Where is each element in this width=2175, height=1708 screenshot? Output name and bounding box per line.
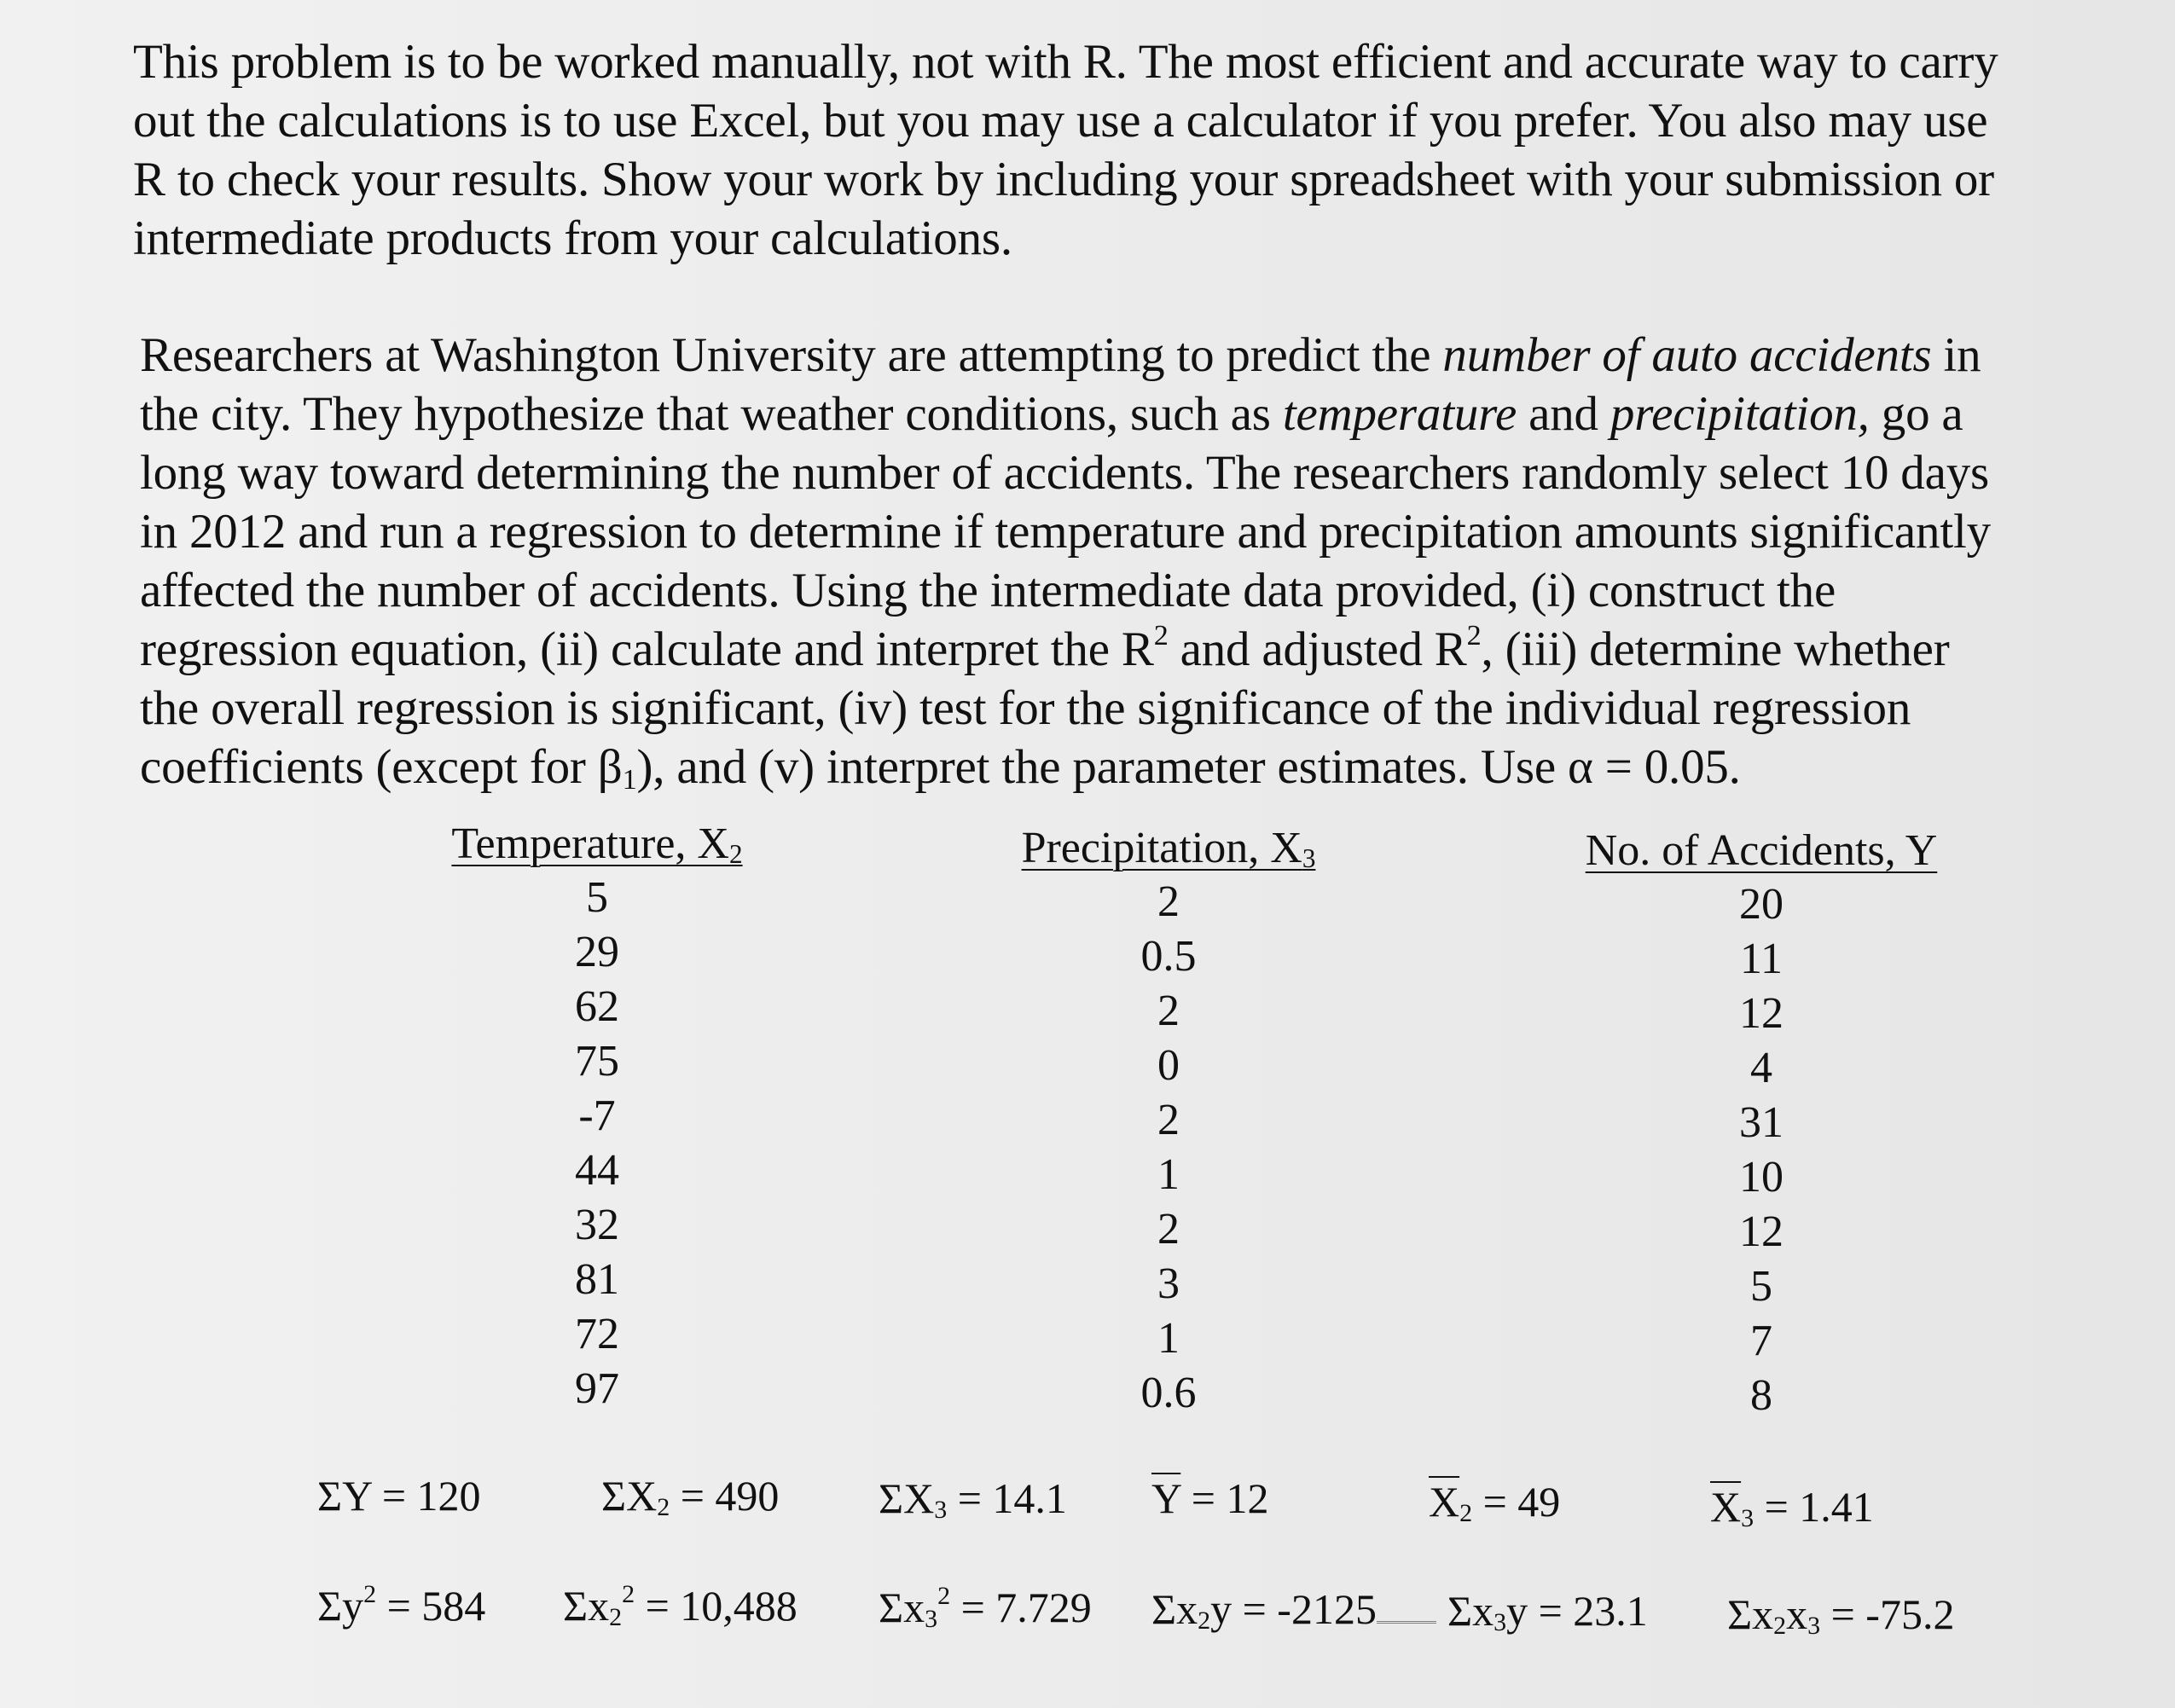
subscript: 1 [622,763,637,796]
precipitation-value: 0.6 [1140,1369,1197,1417]
text-run: = 7.729 [950,1584,1092,1631]
accidents-value: 12 [1739,1207,1784,1256]
precipitation-column [998,823,1339,1421]
sum-x2 [601,1471,779,1520]
text-run: ΣX [601,1472,658,1520]
intro-line: out the calculations is to use Excel, but you may use a calculator if you prefer. You also may use [133,94,1988,148]
mean-y [1151,1474,1268,1523]
text-run: ΣX [879,1474,935,1522]
text-run: ), and (v) interpret the parameter estimates. Use α = 0.05. [636,740,1741,794]
sum-x3 [879,1474,1067,1523]
accidents-value: 11 [1739,935,1784,983]
text-run: Σy [317,1582,364,1630]
emphasis-text: temperature [1282,387,1517,441]
temperature-value: 29 [575,928,619,976]
text-run: Σx [1727,1590,1774,1638]
subscript: 2 [1198,1607,1211,1635]
precipitation-value: 2 [1157,987,1180,1035]
text-run: = 14.1 [947,1474,1067,1522]
intro-paragraph [133,32,1998,268]
text-run: and [1517,387,1610,441]
subscript: 3 [1494,1608,1507,1636]
accidents-value: 4 [1750,1044,1772,1092]
superscript: 2 [622,1580,635,1608]
text-run: Σx [1151,1585,1198,1633]
text-run: Researchers at Washington University are attempting to predict the [140,328,1443,382]
text-run: y = 23.1 [1506,1587,1648,1635]
temperature-value: 81 [575,1255,619,1304]
sum-x2x3 [1727,1589,1954,1639]
precipitation-value: 0.5 [1140,932,1197,981]
precipitation-value: 2 [1157,1205,1180,1253]
text-run: x [1786,1590,1808,1638]
sum-y: ΣY = 120 [317,1472,481,1520]
accidents-value: 5 [1750,1262,1772,1311]
text-run: = 49 [1472,1478,1561,1526]
intro-line: intermediate products from your calculations. [133,211,1012,265]
mean-x2 [1429,1477,1560,1526]
text-run: coefficients (except for β [140,740,623,794]
accidents-value: 20 [1739,880,1784,929]
superscript: 2 [1466,620,1482,652]
emphasis-text: precipitation, [1610,387,1870,441]
underline-mark [1377,1620,1436,1624]
precipitation-value: 1 [1157,1150,1180,1199]
text-run: = 1.41 [1754,1483,1874,1531]
text-run: regression equation, (ii) calculate and interpret the R [140,622,1154,676]
temperature-value: 62 [575,982,619,1031]
problem-paragraph [140,326,1991,796]
bar-symbol: $\overline{Y}$ [1151,1474,1181,1522]
bar-symbol: $\overline{X}$ [1429,1478,1460,1526]
precipitation-header [1022,823,1316,873]
accidents-column [1578,825,1945,1423]
problem-line: long way toward determining the number of accidents. The researchers randomly select 10 days [140,446,1989,500]
subscript: 3 [1741,1504,1754,1532]
precipitation-value: 2 [1157,1096,1180,1144]
text-run: = 490 [670,1472,780,1520]
subscript: 3 [934,1496,948,1524]
precipitation-value: 0 [1157,1041,1180,1090]
subscript: 2 [609,1603,623,1631]
temperature-value: 44 [575,1146,619,1195]
bar-symbol: $\overline{X}$ [1710,1483,1742,1531]
text-run: the city. They hypothesize that weather conditions, such as [140,387,1283,441]
accidents-value: 12 [1739,989,1784,1038]
sum-x2-squared [563,1581,798,1630]
temperature-values [426,871,768,1416]
temperature-header [451,819,742,869]
subscript: 3 [1302,843,1316,874]
accidents-value: 7 [1750,1317,1772,1365]
precipitation-values [998,875,1339,1421]
sum-x3-squared [879,1583,1092,1632]
text-run: Σx [1447,1587,1494,1635]
subscript: 2 [1459,1499,1473,1527]
superscript: 2 [937,1582,951,1610]
problem-line [140,385,1991,443]
intro-line: This problem is to be worked manually, not with R. The most efficient and accurate way to carry [133,35,1998,89]
subscript: 3 [1807,1612,1821,1640]
subscript: 2 [728,839,743,870]
temperature-value: -7 [578,1091,616,1140]
temperature-value: 32 [575,1201,619,1249]
sum-x2y [1151,1584,1436,1634]
temperature-value: 75 [575,1037,619,1086]
intro-line: R to check your results. Show your work by including your spreadsheet with your submission or [133,153,1994,206]
mean-x3 [1710,1482,1874,1531]
temperature-value: 72 [575,1310,619,1358]
text-run: go a [1869,387,1963,441]
text-run: Σx [563,1582,610,1630]
text-run: in [1931,328,1981,382]
text-run: = 584 [376,1582,486,1630]
header-text: Precipitation, X [1021,824,1302,872]
superscript: 2 [363,1580,377,1608]
precipitation-value: 3 [1157,1259,1180,1308]
temperature-column [426,819,768,1416]
subscript: 3 [925,1605,938,1633]
temperature-value: 5 [586,873,608,922]
accidents-values [1578,877,1945,1423]
subscript: 2 [1773,1612,1787,1640]
accidents-value: 8 [1750,1371,1772,1420]
text-run: , (iii) determine whether [1481,622,1950,676]
text-run: = 12 [1180,1474,1269,1522]
problem-line [140,738,1991,796]
problem-line: in 2012 and run a regression to determine if temperature and precipitation amounts significantly [140,505,1991,559]
text-run: Σx [879,1584,925,1631]
precipitation-value: 1 [1157,1314,1180,1363]
text-run: = -75.2 [1820,1590,1955,1638]
problem-line [140,326,1991,385]
superscript: 2 [1153,620,1169,652]
accidents-value: 31 [1739,1098,1784,1147]
emphasis-text: number of auto accidents [1442,328,1932,382]
accidents-header: No. of Accidents, Y [1585,826,1938,875]
accidents-value: 10 [1739,1153,1784,1201]
sum-y-squared [317,1581,485,1630]
precipitation-value: 2 [1157,877,1180,926]
text-run: = 10,488 [635,1582,798,1630]
temperature-value: 97 [575,1364,619,1413]
problem-line: the overall regression is significant, (iv) test for the significance of the individual regression [140,681,1911,735]
text-run: and adjusted R [1168,622,1467,676]
subscript: 2 [657,1493,670,1521]
problem-line: affected the number of accidents. Using the intermediate data provided, (i) construct the [140,564,1836,617]
header-text: Temperature, X [451,819,729,868]
text-run: y = -2125 [1210,1585,1377,1633]
sum-x3y [1447,1586,1648,1636]
problem-line [140,620,1991,679]
